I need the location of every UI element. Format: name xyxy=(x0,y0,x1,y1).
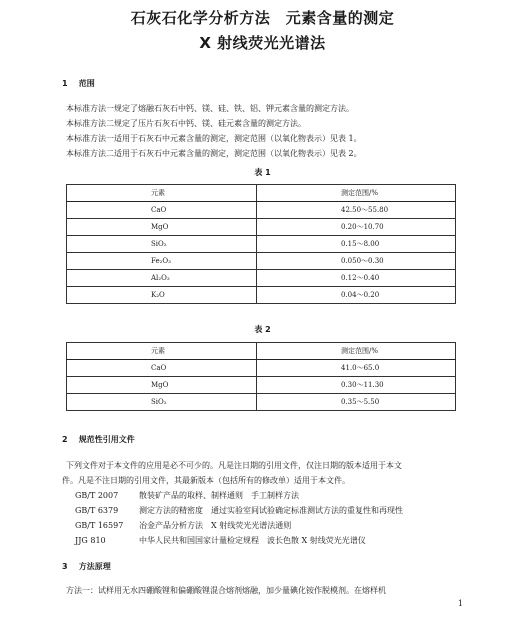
document-title-line2: X 射线荧光光谱法 xyxy=(199,34,326,52)
cell-element: K₂O xyxy=(67,287,257,304)
document-title-line1: 石灰石化学分析方法 元素含量的测定 xyxy=(130,9,395,27)
reference-title: 测定方法的精密度 通过实验室间试验确定标准测试方法的重复性和再现性 xyxy=(139,506,403,515)
cell-element: Fe₂O₃ xyxy=(67,253,257,270)
table-row xyxy=(67,377,456,394)
cell-range: 0.35～5.50 xyxy=(257,394,456,411)
table-row xyxy=(67,270,456,287)
cell-range: 41.0～65.0 xyxy=(257,360,456,377)
section2-heading xyxy=(62,434,135,445)
section-number: 2 xyxy=(62,435,68,444)
cell-range: 0.15～8.00 xyxy=(257,236,456,253)
table-row xyxy=(67,236,456,253)
cell-element: CaO xyxy=(67,360,257,377)
column-header-range: 测定范围/% xyxy=(257,185,456,202)
cell-range: 0.050～0.30 xyxy=(257,253,456,270)
reference-title: 中华人民共和国国家计量检定规程 波长色散 X 射线荧光光谱仪 xyxy=(139,536,366,545)
table-row xyxy=(67,360,456,377)
reference-title: 散装矿产品的取样、制样通则 手工制样方法 xyxy=(139,491,299,500)
scope-paragraph: 本标准方法二规定了压片石灰石中钙、镁、硅元素含量的测定方法。 xyxy=(66,119,306,128)
column-header-element: 元素 xyxy=(67,343,257,360)
scope-paragraph: 本标准方法一适用于石灰石中元素含量的测定，测定范围（以氧化物表示）见表 1。 xyxy=(66,134,362,143)
table2 xyxy=(66,342,456,411)
section-title: 方法原理 xyxy=(78,562,111,571)
reference-item xyxy=(75,520,291,531)
section-number: 1 xyxy=(62,79,68,88)
table1-caption: 表 1 xyxy=(254,168,271,177)
table2-caption: 表 2 xyxy=(254,325,271,334)
cell-range: 0.12～0.40 xyxy=(257,270,456,287)
cell-range: 0.04～0.20 xyxy=(257,287,456,304)
section1-heading xyxy=(62,78,95,89)
table-header-row xyxy=(67,343,456,360)
cell-element: MgO xyxy=(67,377,257,394)
table-row xyxy=(67,219,456,236)
reference-code: GB/T 16597 xyxy=(75,521,124,530)
section3-heading xyxy=(62,561,111,572)
reference-title: 冶金产品分析方法 X 射线荧光光谱法通则 xyxy=(139,521,292,530)
table-header-row xyxy=(67,185,456,202)
cell-element: SiO₂ xyxy=(67,394,257,411)
section-title: 规范性引用文件 xyxy=(78,435,135,444)
reference-item xyxy=(75,535,366,546)
cell-range: 0.20～10.70 xyxy=(257,219,456,236)
cell-range: 42.50～55.80 xyxy=(257,202,456,219)
reference-code: GB/T 6379 xyxy=(75,506,119,515)
cell-element: MgO xyxy=(67,219,257,236)
scope-paragraph: 本标准方法二适用于石灰石中元素含量的测定，测定范围（以氧化物表示）见表 2。 xyxy=(66,149,362,158)
page-number: 1 xyxy=(457,599,463,608)
table-row xyxy=(67,202,456,219)
scope-paragraph: 本标准方法一规定了熔融石灰石中钙、镁、硅、铁、铝、钾元素含量的测定方法。 xyxy=(66,104,354,113)
table1 xyxy=(66,184,456,304)
cell-element: Al₂O₃ xyxy=(67,270,257,287)
cell-range: 0.30～11.30 xyxy=(257,377,456,394)
reference-item xyxy=(75,505,403,516)
cell-element: CaO xyxy=(67,202,257,219)
references-intro-line1: 下列文件对于本文件的应用是必不可少的。凡是注日期的引用文件，仅注日期的版本适用于本文 xyxy=(66,461,402,470)
cell-element: SiO₂ xyxy=(67,236,257,253)
table-row xyxy=(67,287,456,304)
table-row xyxy=(67,253,456,270)
column-header-range: 测定范围/% xyxy=(257,343,456,360)
reference-code: GB/T 2007 xyxy=(75,491,119,500)
column-header-element: 元素 xyxy=(67,185,257,202)
section-number: 3 xyxy=(62,562,68,571)
reference-code: JJG 810 xyxy=(75,536,106,545)
principle-paragraph: 方法一：试样用无水四硼酸锂和偏硼酸锂混合熔剂熔融，加少量碘化铵作脱模剂。在熔样机 xyxy=(66,586,386,595)
table-row xyxy=(67,394,456,411)
section-title: 范围 xyxy=(78,79,95,88)
reference-item xyxy=(75,490,299,501)
references-intro-line2: 件。凡是不注日期的引用文件，其最新版本（包括所有的修改单）适用于本文件。 xyxy=(62,476,350,485)
